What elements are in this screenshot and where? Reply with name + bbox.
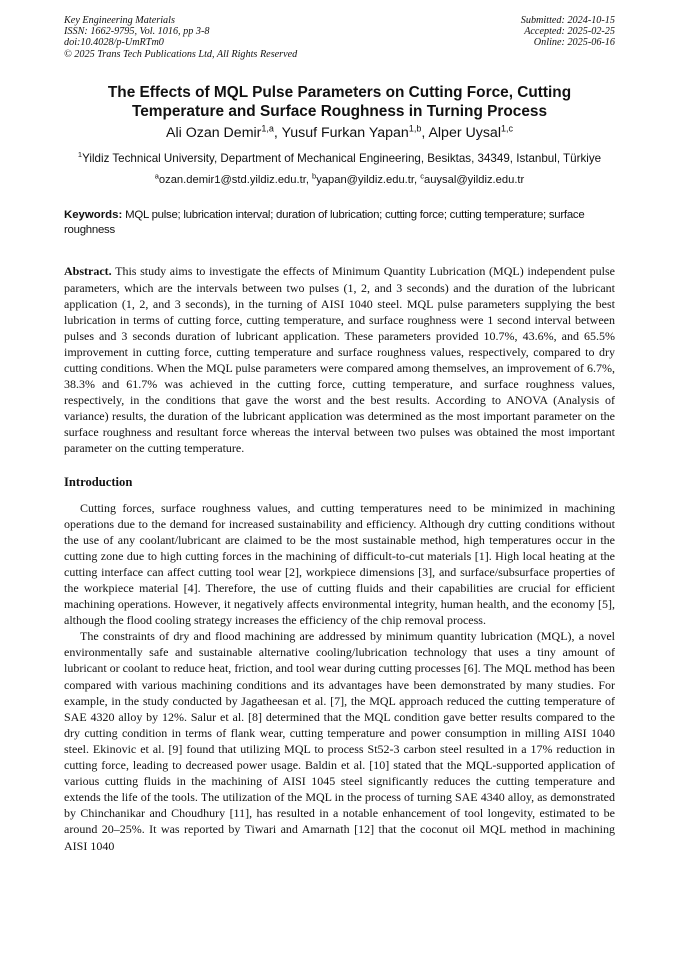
journal-info bbox=[64, 15, 297, 60]
author-emails bbox=[64, 173, 615, 188]
author bbox=[282, 125, 429, 141]
journal-doi: doi:10.4028/p-UmRTm0 bbox=[64, 37, 164, 49]
online-date: Online: 2025-06-16 bbox=[533, 37, 615, 49]
keywords bbox=[64, 208, 615, 239]
paper-title-line-2: Temperature and Surface Roughness in Turning Process bbox=[131, 103, 548, 121]
author bbox=[166, 125, 282, 141]
journal-name: Key Engineering Materials bbox=[64, 15, 175, 26]
author-superscript: 1,b bbox=[408, 123, 422, 134]
author-separator: , bbox=[273, 124, 282, 141]
affiliation-superscript: 1 bbox=[77, 149, 83, 159]
keywords-label: Keywords: bbox=[64, 208, 123, 221]
journal-copyright: © 2025 Trans Tech Publications Ltd, All Rights Reserved bbox=[64, 48, 298, 60]
author-name: Alper Uysal bbox=[428, 124, 501, 141]
keywords-text: MQL pulse; lubrication interval; duration of lubrication; cutting force; cutting temperature; surface roughness bbox=[64, 208, 585, 237]
paper-title bbox=[64, 83, 615, 122]
email-entry bbox=[420, 171, 525, 186]
introduction-heading: Introduction bbox=[64, 474, 133, 489]
email-superscript: c bbox=[420, 171, 424, 181]
author bbox=[428, 125, 513, 141]
author-separator: , bbox=[421, 124, 429, 141]
abstract-text: This study aims to investigate the effects of Minimum Quantity Lubrication (MQL) independent pulse parameters, which are the intervals between two pulses (1, 2, and 3 seconds) and the duration of the lubricant application (1, 2, and 3 seconds), in the turning of AISI 1040 steel. MQL pulse parameters supplying the best lubrication in terms of cutting force, cutting temperature, and surface roughness were 1 second interval between pulses and 3 seconds duration of lubricant application. These parameters provided 10.7%, 43.6%, and 65.5% improvement in cutting force, cutting temperature and surface roughness values, respectively, compared to dry cutting conditions. When the MQL pulse parameters were compared among themselves, an improvement of 6.7%, 38.3% and 61.7% was achieved in the cutting force, cutting temperature, and surface roughness values, respectively, in the conditions that gave the worst and the best results. According to ANOVA (Analysis of variance) results, the duration of the lubricant application was determined as the most important parameter on the surface roughness and resultant force whereas the interval between two pulses was obtained the most important parameter on the cutting temperature. bbox=[64, 264, 615, 456]
journal-issn: ISSN: 1662-9795, Vol. 1016, pp 3-8 bbox=[64, 26, 210, 38]
journal-header bbox=[64, 0, 615, 60]
email-address[interactable]: auysal@yildiz.edu.tr bbox=[423, 173, 525, 186]
author-name: Ali Ozan Demir bbox=[166, 124, 262, 141]
email-address[interactable]: yapan@yildiz.edu.tr bbox=[316, 173, 415, 186]
introduction-paragraph-2: The constraints of dry and flood machining are addressed by minimum quantity lubrication (MQL), a novel environmentally safe and sustainable alternative cooling/lubrication technology that uses a tiny amount of lubricant or coolant to reduce heat, friction, and tool wear during cutting processes [6]. The MQL method has been compared with various machining conditions and its advantages have been demonstrated by many studies. For example, in the study conducted by Jagatheesan et al. [7], the MQL approach reduced the cutting temperature of SAE 4320 alloy by 12%. Salur et al. [8] determined that the MQL condition gave better results compared to the dry cutting condition in terms of flank wear, cutting temperature and power consumption in milling AISI 1040 steel. Ekinovic et al. [9] found that utilizing MQL to process St52-3 carbon steel resulted in a 17% reduction in cutting force, leading to decreased power usage. Baldin et al. [10] stated that the MQL-supported application of various cutting fluids in the machining of AISI 1045 steel significantly reduces the cutting temperature and extends the life of the tools. The utilization of the MQL in the process of turning SAE 4340 alloy, as demonstrated by Chinchanikar and Choudhury [11], has resulted in a notable enhancement of tool longevity, estimated to be around 20–25%. It was reported by Tiwari and Amarnath [12] that the coconut oil MQL method in machining AISI 1040 bbox=[64, 629, 615, 853]
paper-title-line-1: The Effects of MQL Pulse Parameters on Cutting Force, Cutting bbox=[107, 83, 572, 101]
affiliation bbox=[64, 151, 615, 167]
accepted-date: Accepted: 2025-02-25 bbox=[524, 26, 615, 38]
author-name: Yusuf Furkan Yapan bbox=[281, 124, 409, 141]
email-superscript: a bbox=[154, 171, 159, 181]
abstract bbox=[64, 263, 615, 456]
email-separator: , bbox=[414, 173, 421, 186]
email-entry bbox=[154, 171, 313, 186]
author-superscript: 1,a bbox=[261, 123, 274, 134]
email-superscript: b bbox=[312, 171, 317, 181]
affiliation-text: Yildiz Technical University, Department of Mechanical Engineering, Besiktas, 34349, Istanbul, Türkiye bbox=[82, 151, 602, 165]
email-address[interactable]: ozan.demir1@std.yildiz.edu.tr bbox=[158, 173, 306, 186]
author-superscript: 1,c bbox=[500, 123, 513, 134]
submitted-date: Submitted: 2024-10-15 bbox=[520, 15, 615, 26]
publication-dates bbox=[521, 15, 615, 60]
email-separator: , bbox=[305, 173, 313, 186]
introduction-paragraph-1: Cutting forces, surface roughness values, and cutting temperatures need to be minimized in machining operations due to the demand for increased sustainability and efficiency. Although dry cutting conditions without the use of any coolant/lubricant are claimed to be the most sustainable method, high temperatures occur in the cutting zone due to high cutting forces in the machining of difficult-to-cut materials [1]. High local heating at the cutting interface can affect cutting tool wear [2], workpiece dimensions [3], and surface/subsurface properties of the workpiece material [4]. Therefore, the use of cutting fluids and their capabilities are crucial for efficient machining operations. However, it negatively affects environmental integrity, human health, and the economy [5], although the flood cooling strategy increases the efficiency of the chip removal process. bbox=[64, 500, 615, 628]
email-entry bbox=[312, 171, 421, 186]
abstract-label: Abstract. bbox=[64, 264, 112, 279]
author-list bbox=[64, 124, 615, 143]
